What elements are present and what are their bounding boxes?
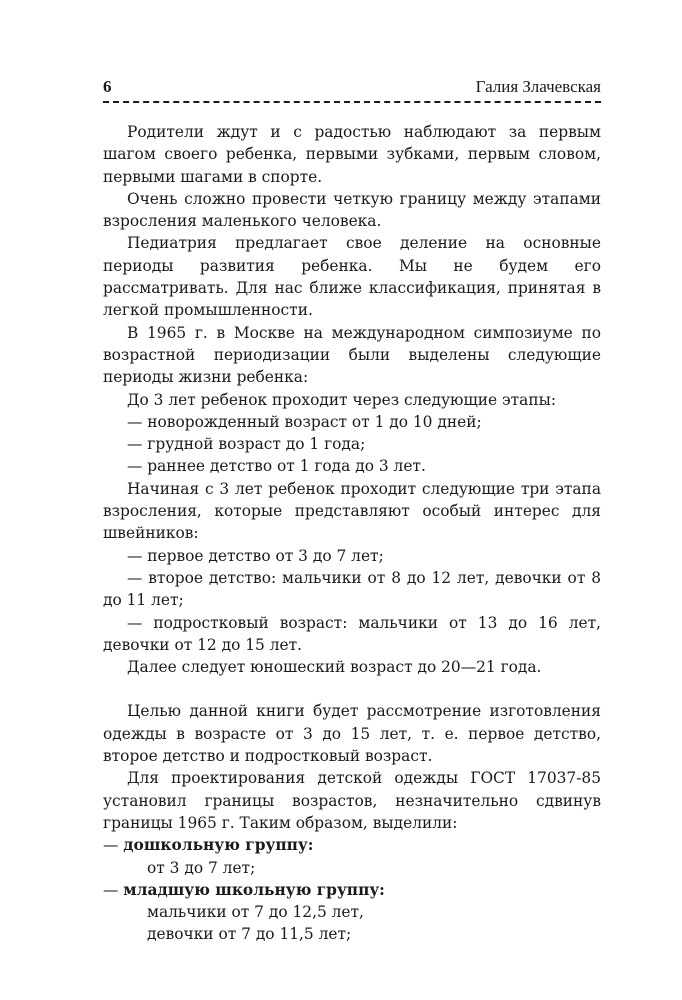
- paragraph: Начиная с 3 лет ребенок проходит следующие три этапа взросления, которые представляют особый интерес для швейников:: [103, 479, 601, 543]
- page-body: [103, 121, 601, 946]
- list-item: — подростковый возраст: мальчики от 13 до 16 лет, девочки от 12 до 15 лет.: [103, 613, 601, 654]
- group-detail: девочки от 7 до 11,5 лет;: [147, 925, 352, 944]
- group-item: [103, 834, 601, 856]
- header-divider: [103, 101, 601, 103]
- list-item: — второе детство: мальчики от 8 до 12 лет, девочки от 8 до 11 лет;: [103, 568, 601, 610]
- paragraph: До 3 лет ребенок проходит через следующие этапы:: [127, 390, 557, 409]
- group-item: [103, 879, 601, 901]
- group-detail: от 3 до 7 лет;: [147, 858, 256, 877]
- list-item: — раннее детство от 1 года до 3 лет.: [127, 457, 426, 476]
- list-item: — грудной возраст до 1 года;: [127, 435, 366, 454]
- section-gap: [103, 678, 601, 700]
- page-number: 6: [103, 77, 112, 96]
- page-header: [103, 77, 601, 97]
- paragraph: В 1965 г. в Москве на международном симпозиуме по возрастной периодизации были выделены следующие периоды жизни ребенка:: [103, 323, 601, 387]
- paragraph: Целью данной книги будет рассмотрение изготовления одежды в возрасте от 3 до 15 лет, т. е. первое детство, второе детство и подростковый возраст.: [103, 702, 601, 766]
- list-item: — новорожденный возраст от 1 до 10 дней;: [127, 412, 482, 431]
- group-name: младшую школьную группу:: [123, 880, 385, 899]
- paragraph: Педиатрия предлагает свое деление на основные периоды развития ребенка. Мы не будем его рассматривать. Для нас ближе классификация, принятая в легкой промышленности.: [103, 234, 601, 320]
- list-item: — первое детство от 3 до 7 лет;: [127, 546, 384, 565]
- group-dash: —: [103, 836, 124, 855]
- paragraph: Для проектирования детской одежды ГОСТ 17037-85 установил границы возрастов, незначительно сдвинув границы 1965 г. Таким образом, выделили:: [103, 769, 601, 832]
- paragraph: Далее следует юношеский возраст до 20—21 года.: [127, 658, 542, 677]
- running-title: Галия Злачевская: [475, 77, 601, 96]
- group-name: дошкольную группу:: [123, 836, 314, 855]
- group-dash: —: [103, 880, 124, 899]
- group-detail: мальчики от 7 до 12,5 лет,: [147, 903, 364, 922]
- paragraph: Очень сложно провести четкую границу между этапами взросления маленького человека.: [103, 189, 601, 231]
- paragraph: Родители ждут и с радостью наблюдают за первым шагом своего ребенка, первыми зубками, первым словом, первыми шагами в спорте.: [103, 123, 601, 186]
